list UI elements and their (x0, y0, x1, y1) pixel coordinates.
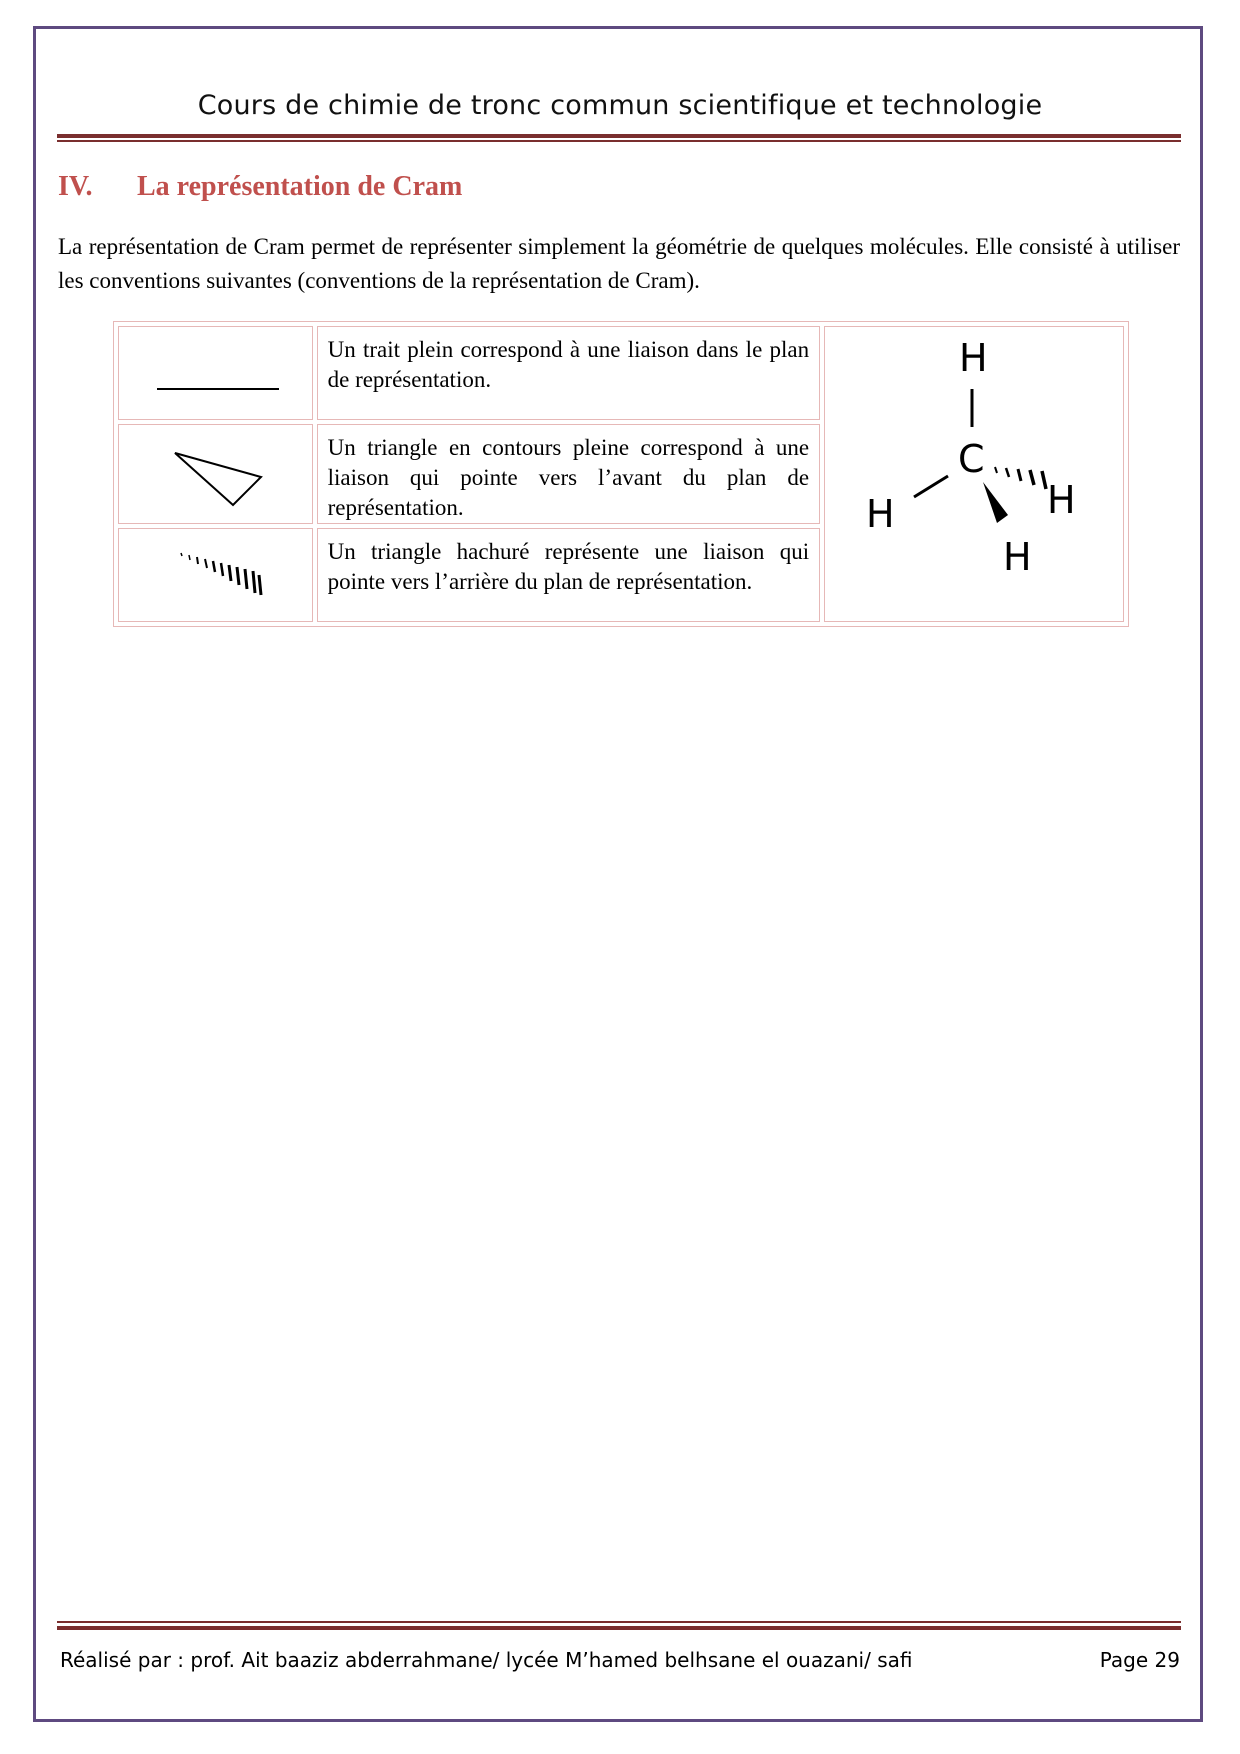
bond-left (914, 476, 948, 497)
table-row (118, 326, 1124, 420)
header-rule (57, 134, 1181, 138)
intro-paragraph: La représentation de Cram permet de représenter simplement la géométrie de quelques molécules. Elle consisté à utiliser les conventions suivantes (conventions de la représentation de Cram). (58, 234, 1180, 293)
description-cell: Un trait plein correspond à une liaison dans le plan de représentation. (317, 326, 821, 420)
symbol-cell (118, 528, 313, 622)
molecule-cell (824, 326, 1124, 622)
symbol-cell (118, 326, 313, 420)
wedge-outline-icon (119, 425, 313, 519)
atom-h-left: H (866, 492, 895, 536)
hashed-wedge-icon (119, 529, 313, 623)
methane-cram-diagram (825, 327, 1125, 620)
header-title: Cours de chimie de tronc commun scientifique et technologie (197, 90, 1043, 121)
atom-h-right: H (1047, 478, 1076, 522)
page-number: Page 29 (1099, 1648, 1180, 1672)
footer-author: Réalisé par : prof. Ait baaziz abderrahmane/ lycée M’hamed belhsane el ouazani/ safi (60, 1648, 913, 1672)
wedge-bond-bottom (983, 482, 1008, 523)
description-cell: Un triangle en contours pleine correspond à une liaison qui pointe vers l’avant du plan de représentation. (317, 424, 821, 524)
hashed-bond-right (995, 467, 1046, 489)
cram-conventions-table (113, 321, 1129, 627)
header-rule-thin (57, 140, 1181, 142)
atom-h-top: H (959, 336, 988, 380)
atom-h-bottom: H (1003, 535, 1032, 579)
section-heading (58, 171, 462, 203)
solid-line-icon (119, 327, 313, 421)
footer-rule-thin (57, 1621, 1181, 1623)
section-title: La représentation de Cram (137, 171, 463, 202)
atom-c-center: C (958, 437, 985, 481)
symbol-cell (118, 424, 313, 524)
section-number: IV. (58, 171, 93, 202)
footer-rule (57, 1626, 1181, 1630)
footer (60, 1648, 1180, 1672)
description-cell: Un triangle hachuré représente une liaison qui pointe vers l’arrière du plan de représentation. (317, 528, 821, 622)
